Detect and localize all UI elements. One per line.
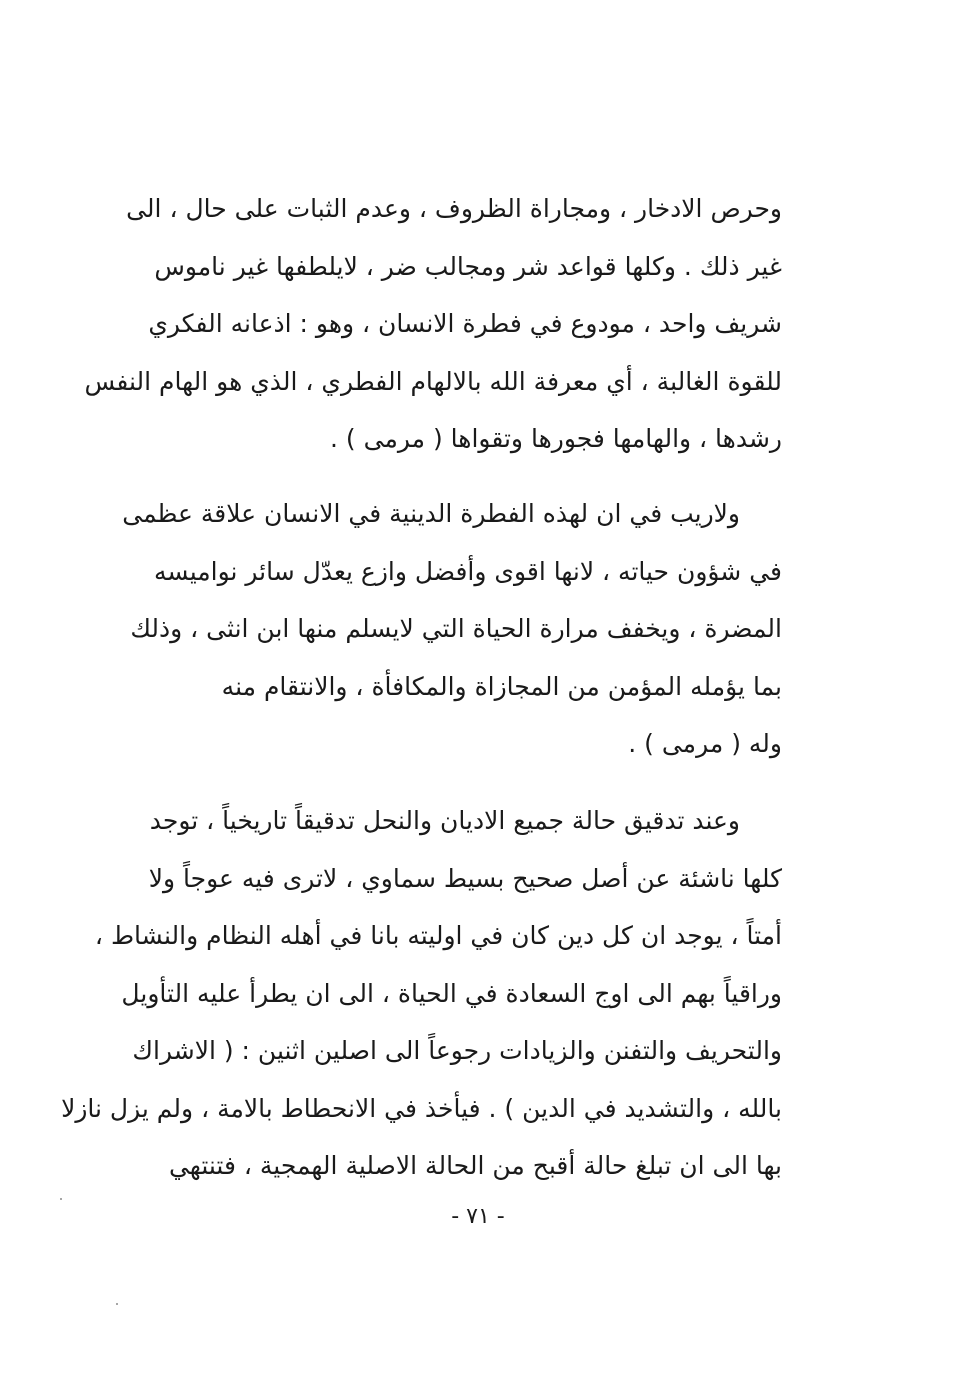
text-line: وحرص الادخار ، ومجاراة الظروف ، وعدم الثبات على حال ، الى [126, 194, 782, 223]
page-number: - ٧١ - [451, 1204, 505, 1229]
text-line: بما يؤمله المؤمن من المجازاة والمكافأة ، والانتقام منه [221, 671, 782, 701]
text-line: بها الى ان تبلغ حالة أقبح من الحالة الاصلية الهمجية ، فتنتهي [168, 1151, 782, 1180]
text-line: والتحريف والتفنن والزيادات رجوعاً الى اصلين اثنين : ( الاشراك [132, 1036, 782, 1065]
text-line: وراقياً بهم الى اوج السعادة في الحياة ، الى ان يطرأ عليه التأويل [121, 978, 782, 1008]
scan-speck [60, 1198, 62, 1200]
text-line: المضرة ، ويخفف مرارة الحياة التي لايسلم منها ابن انثى ، وذلك [130, 614, 782, 643]
text-line: أمتاً ، يوجد ان كل دين كان في اوليته بانا في أهله النظام والنشاط ، [94, 921, 782, 950]
text-line: شريف واحد ، مودوع في فطرة الانسان ، وهو : اذعانه الفكري [148, 309, 782, 338]
text-line: رشدها ، والهامها فجورها وتقواها ( مرمى ) . [330, 424, 782, 453]
text-line: ولاريب في ان لهذه الفطرة الدينية في الانسان علاقة عظمى [122, 499, 740, 528]
paragraph-2 [122, 485, 782, 773]
text-line: غير ذلك . وكلها قواعد شر ومجالب ضر ، لايلطفها غير ناموس [154, 251, 782, 281]
paragraph-1 [84, 180, 782, 468]
text-line: بالله ، والتشديد في الدين ) . فيأخذ في الانحطاط بالامة ، ولم يزل نازلا [61, 1093, 782, 1123]
text-line: وله ( مرمى ) . [628, 729, 782, 758]
text-line: كلها ناشئة عن أصل صحيح بسيط سماوي ، لاترى فيه عوجاً ولا [148, 863, 782, 893]
scan-speck [116, 1303, 118, 1305]
text-line: وعند تدقيق حالة جميع الاديان والنحل تدقيقاً تاريخياً ، توجد [149, 806, 740, 835]
text-line: للقوة الغالبة ، أي معرفة الله بالالهام الفطري ، الذي هو الهام النفس [84, 366, 782, 396]
text-line: في شؤون حياته ، لانها اقوى وأفضل وازع يعدّل سائر نواميسه [153, 556, 782, 586]
paragraph-3 [61, 792, 782, 1195]
